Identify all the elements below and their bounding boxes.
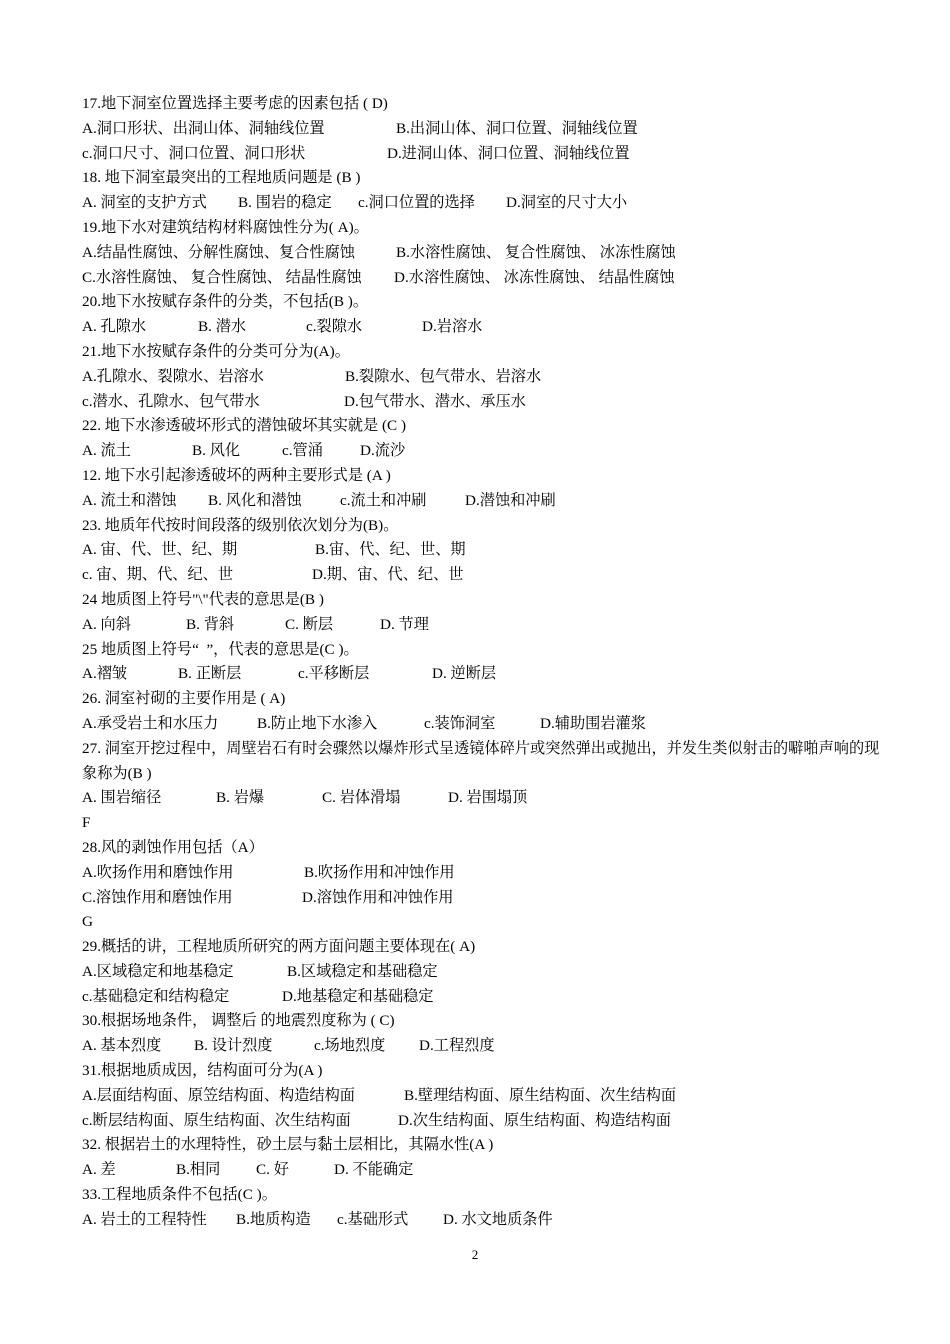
answer-option: A.承受岩土和水压力 (82, 714, 219, 732)
option-line (82, 142, 882, 167)
option-line (82, 1208, 882, 1233)
option-line (82, 538, 882, 563)
answer-option: c.流土和冲刷 (340, 491, 427, 509)
answer-option: c.洞口位置的选择 (358, 194, 475, 212)
answer-option: C. 岩体滑塌 (322, 789, 401, 807)
question-line: 30.根据场地条件， 调整后 的地震烈度称为 ( C) (82, 1012, 395, 1030)
answer-option: D.进洞山体、洞口位置、洞轴线位置 (387, 144, 630, 162)
answer-option: D.工程烈度 (419, 1037, 495, 1055)
option-line (82, 1034, 882, 1059)
option-line (82, 985, 882, 1010)
answer-option: A.褶皱 (82, 665, 128, 683)
answer-option: c. 宙、期、代、纪、世 (82, 566, 234, 584)
option-line (82, 712, 882, 737)
answer-option: B.水溶性腐蚀、 复合性腐蚀、 冰冻性腐蚀 (396, 243, 676, 261)
answer-option: c.平移断层 (298, 665, 370, 683)
question-line: G (82, 913, 93, 931)
answer-option: B. 风化 (192, 442, 241, 460)
option-line (82, 786, 882, 811)
answer-option: D. 岩围塌顶 (448, 789, 528, 807)
option-line (82, 489, 882, 514)
option-line (82, 886, 882, 911)
option-line (82, 390, 882, 415)
answer-option: D.岩溶水 (422, 318, 483, 336)
answer-option: A. 宙、代、世、纪、期 (82, 541, 238, 559)
option-line (82, 1084, 882, 1109)
option-line (82, 861, 882, 886)
answer-option: B.宙、代、纪、世、期 (315, 541, 466, 559)
question-line: 19.地下水对建筑结构材料腐蚀性分为( A)。 (82, 218, 369, 236)
question-line: 18. 地下洞室最突出的工程地质问题是 (B ) (82, 169, 361, 187)
option-line (82, 613, 882, 638)
option-line (82, 241, 882, 266)
question-line: 23. 地质年代按时间段落的级别依次划分为(B)。 (82, 516, 399, 534)
answer-option: B. 岩爆 (216, 789, 265, 807)
answer-option: A. 围岩缩径 (82, 789, 162, 807)
answer-option: A. 洞室的支护方式 (82, 194, 207, 212)
answer-option: c.基础稳定和结构稳定 (82, 987, 230, 1005)
answer-option: A. 差 (82, 1161, 116, 1179)
option-line (82, 1158, 882, 1183)
answer-option: D.地基稳定和基础稳定 (282, 987, 434, 1005)
answer-option: c.装饰洞室 (424, 714, 496, 732)
answer-option: D. 不能确定 (334, 1161, 414, 1179)
answer-option: c.断层结构面、原生结构面、次生结构面 (82, 1111, 351, 1129)
answer-option: D.流沙 (360, 442, 406, 460)
answer-option: c.裂隙水 (306, 318, 363, 336)
answer-option: A. 孔隙水 (82, 318, 147, 336)
answer-option: B. 正断层 (178, 665, 242, 683)
answer-option: c.潜水、孔隙水、包气带水 (82, 392, 260, 410)
answer-option: D.包气带水、潜水、承压水 (344, 392, 526, 410)
answer-option: C.溶蚀作用和磨蚀作用 (82, 888, 233, 906)
answer-option: A.区域稳定和地基稳定 (82, 962, 234, 980)
option-line (82, 315, 882, 340)
question-line: 32. 根据岩土的水理特性，砂土层与黏土层相比，其隔水性(A ) (82, 1136, 494, 1154)
answer-option: c.管涌 (282, 442, 323, 460)
question-line: 17.地下洞室位置选择主要考虑的因素包括 ( D) (82, 95, 388, 112)
answer-option: B.地质构造 (236, 1210, 311, 1228)
option-line (82, 117, 882, 142)
answer-option: B.相同 (176, 1161, 221, 1179)
answer-option: B.裂隙水、包气带水、岩溶水 (345, 367, 542, 385)
page-number: 2 (471, 1247, 479, 1262)
answer-option: A.结晶性腐蚀、分解性腐蚀、复合性腐蚀 (82, 243, 355, 261)
answer-option: B. 背斜 (186, 615, 235, 633)
option-line (82, 266, 882, 291)
option-line (82, 563, 882, 588)
answer-option: B.出洞山体、洞口位置、洞轴线位置 (396, 119, 638, 137)
answer-option: C. 好 (256, 1161, 289, 1179)
question-line: 24 地质图上符号"\"代表的意思是(B ) (82, 590, 324, 608)
question-line: 29.概括的讲，工程地质所研究的两方面问题主要体现在( A) (82, 938, 476, 956)
answer-option: D.潜蚀和冲刷 (465, 491, 556, 509)
answer-option: c.场地烈度 (314, 1037, 386, 1055)
answer-option: D.辅助围岩灌浆 (540, 714, 646, 732)
question-line: 25 地质图上符号“ ”，代表的意思是(C )。 (82, 640, 359, 658)
question-line: F (82, 814, 91, 832)
question-line: 22. 地下水渗透破坏形式的潜蚀破坏其实就是 (C ) (82, 417, 406, 435)
question-line: 28.风的剥蚀作用包括（A） (82, 838, 264, 856)
answer-option: A.层面结构面、原笠结构面、构造结构面 (82, 1086, 355, 1104)
answer-option: c.洞口尺寸、洞口位置、洞口形状 (82, 144, 306, 162)
answer-option: B. 设计烈度 (194, 1037, 273, 1055)
answer-option: D.溶蚀作用和冲蚀作用 (302, 888, 454, 906)
answer-option: A.吹扬作用和磨蚀作用 (82, 863, 234, 881)
answer-option: D.洞室的尺寸大小 (506, 194, 628, 212)
option-line (82, 439, 882, 464)
answer-option: A. 流土 (82, 442, 131, 460)
answer-option: A. 向斜 (82, 615, 131, 633)
answer-option: B.壁理结构面、原生结构面、次生结构面 (404, 1086, 677, 1104)
question-line: 20.地下水按赋存条件的分类，不包括(B )。 (82, 293, 369, 311)
answer-option: B. 风化和潜蚀 (208, 491, 302, 509)
option-line (82, 1109, 882, 1134)
question-line: 21.地下水按赋存条件的分类可分为(A)。 (82, 342, 350, 360)
answer-option: D. 逆断层 (432, 665, 497, 683)
option-line (82, 191, 882, 216)
answer-option: D.水溶性腐蚀、 冰冻性腐蚀、 结晶性腐蚀 (394, 268, 675, 286)
answer-option: B. 围岩的稳定 (238, 194, 332, 212)
answer-option: C. 断层 (285, 615, 334, 633)
answer-option: D.期、宙、代、纪、世 (312, 566, 464, 584)
answer-option: A. 岩土的工程特性 (82, 1210, 207, 1228)
answer-option: B.防止地下水渗入 (257, 714, 378, 732)
question-line: 12. 地下水引起渗透破坏的两种主要形式是 (A ) (82, 466, 391, 484)
answer-option: C.水溶性腐蚀、 复合性腐蚀、 结晶性腐蚀 (82, 268, 362, 286)
answer-option: A. 流土和潜蚀 (82, 491, 177, 509)
answer-option: B.吹扬作用和冲蚀作用 (304, 863, 455, 881)
answer-option: B.区域稳定和基础稳定 (287, 962, 438, 980)
answer-option: A.孔隙水、裂隙水、岩溶水 (82, 367, 264, 385)
answer-option: A. 基本烈度 (82, 1037, 162, 1055)
option-line (82, 960, 882, 985)
answer-option: B. 潜水 (198, 318, 247, 336)
answer-option: D.次生结构面、原生结构面、构造结构面 (398, 1111, 671, 1129)
answer-option: D. 节理 (380, 615, 429, 633)
option-line (82, 365, 882, 390)
question-line: 26. 洞室衬砌的主要作用是 ( A) (82, 690, 286, 708)
question-line: 33.工程地质条件不包括(C )。 (82, 1186, 277, 1204)
answer-option: D. 水文地质条件 (443, 1210, 553, 1228)
answer-option: c.基础形式 (337, 1210, 409, 1228)
option-line (82, 662, 882, 687)
question-line: 31.根据地质成因，结构面可分为(A ) (82, 1062, 323, 1080)
document-body (82, 92, 882, 1233)
question-line: 27. 洞室开挖过程中，周壁岩石有时会骤然以爆炸形式呈透镜体碎片或突然弹出或抛出，并发生类似射击的噼啪声响的现象称为(B ) (82, 739, 880, 782)
answer-option: A.洞口形状、出洞山体、洞轴线位置 (82, 119, 325, 137)
